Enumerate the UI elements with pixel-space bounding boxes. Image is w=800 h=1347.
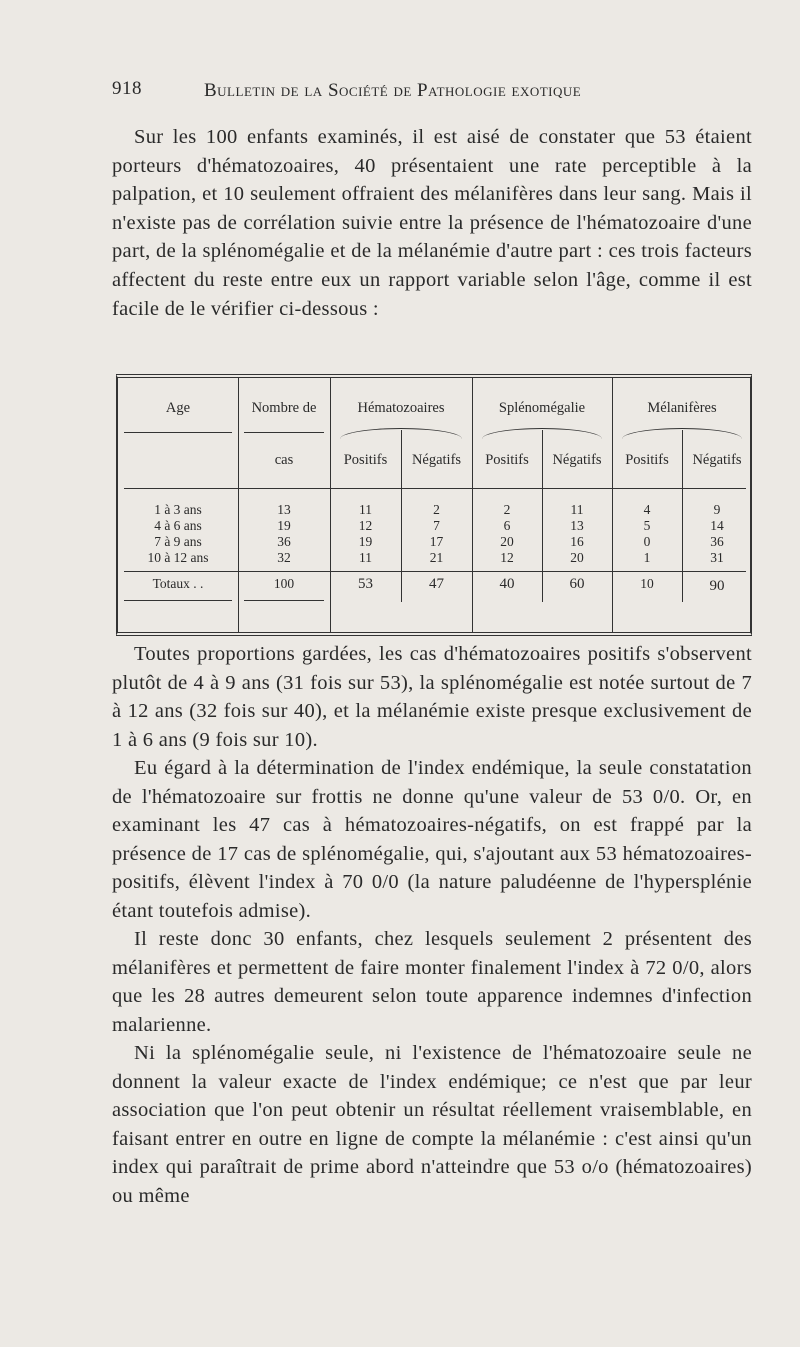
- row-m-pos: 1: [643, 550, 651, 565]
- row-age: 7 à 9 ans: [154, 534, 202, 549]
- journal-title: Bulletin de la Société de Pathologie exotique: [204, 80, 582, 101]
- header-s-negatifs: Négatifs: [552, 452, 602, 468]
- row-h-pos: 19: [358, 534, 373, 549]
- row-s-pos: 12: [500, 550, 514, 565]
- header-cas: cas: [274, 452, 294, 468]
- row-s-neg: 16: [570, 534, 584, 549]
- row-s-neg: 13: [570, 518, 584, 533]
- row-rule: [124, 432, 232, 433]
- row-cas: 32: [277, 550, 291, 565]
- row-m-neg: 36: [710, 534, 724, 549]
- totals-h-neg: 47: [429, 576, 444, 592]
- row-s-pos: 2: [503, 502, 511, 517]
- paragraph-index: Eu égard à la détermination de l'index endémique, la seule constatation de l'hématozoaire sur frottis ne donne qu'une valeur de 53 0/0. Or, en examinant les 47 cas à hématozoaires-négatifs, on est frappé par la présence de 17 cas de splénomégalie, qui, s'ajoutant aux 53 hématozoaires-positifs, élèvent l'index à 70 0/0 (la nature paludéenne de l'hypersplénie étant toutefois admise).: [112, 757, 752, 922]
- row-age: 10 à 12 ans: [147, 550, 209, 565]
- row-h-neg: 2: [433, 502, 440, 517]
- header-splenomegalie: Splénomégalie: [498, 400, 586, 416]
- row-m-neg: 9: [713, 502, 721, 517]
- row-rule: [244, 432, 324, 433]
- row-h-neg: 21: [429, 550, 444, 565]
- totals-label: Totaux . .: [152, 576, 204, 591]
- age-table: [116, 374, 752, 636]
- paragraph-conclusion: Ni la splénomégalie seule, ni l'existence de l'hématozoaire seule ne donnent la valeur exacte de l'index endémique; ce n'est que par leur association que l'on peut obtenir un résultat réellement vraisemblable, en faisant entrer en outre en ligne de compte la mélanémie : c'est ainsi qu'un index qui paraîtrait de prime abord n'atteindre que 53 o/o (hématozoaires) ou même: [112, 1042, 752, 1207]
- row-m-pos: 4: [643, 502, 651, 517]
- row-s-neg: 11: [570, 502, 584, 517]
- paragraph-proportions: Toutes proportions gardées, les cas d'hématozoaires positifs s'observent plutôt de 4 à 9 ans (31 fois sur 53), la splénomégalie est notée surtout de 7 à 12 ans (32 fois sur 40), et la mélanémie existe presque exclusivement de 1 à 6 ans (9 fois sur 10).: [112, 643, 752, 751]
- row-age: 1 à 3 ans: [154, 502, 202, 517]
- row-m-neg: 31: [710, 550, 724, 565]
- page-number: 918: [112, 78, 142, 99]
- totals-h-pos: 53: [358, 576, 373, 592]
- totals-m-neg: 90: [709, 578, 725, 594]
- totals-cas: 100: [273, 576, 295, 591]
- totals-s-neg: 60: [569, 576, 585, 592]
- intro-paragraph-block: [112, 123, 752, 323]
- row-h-pos: 12: [358, 518, 373, 533]
- header-m-negatifs: Négatifs: [692, 452, 742, 468]
- row-rule: [124, 571, 746, 572]
- header-h-negatifs: Négatifs: [411, 452, 462, 468]
- row-s-pos: 20: [500, 534, 514, 549]
- header-nombre: Nombre de: [251, 400, 317, 416]
- row-rule: [124, 600, 232, 601]
- row-cas: 13: [277, 502, 291, 517]
- row-s-neg: 20: [570, 550, 584, 565]
- row-rule: [244, 600, 324, 601]
- row-s-pos: 6: [503, 518, 511, 533]
- header-hematozoaires: Hématozoaires: [357, 400, 445, 416]
- paragraph-remaining: Il reste donc 30 enfants, chez lesquels seulement 2 présentent des mélanifères et permettent de faire monter finalement l'index à 72 0/0, alors que les 28 autres demeurent selon toute apparence indemnes d'infection malarienne.: [112, 928, 752, 1036]
- body-text: [112, 640, 752, 1210]
- intro-paragraph: Sur les 100 enfants examinés, il est aisé de constater que 53 étaient porteurs d'hématozoaires, 40 présentaient une rate perceptible à la palpation, et 10 seulement offraient des mélanifères dans leur sang. Mais il n'existe pas de corrélation suivie entre la présence de l'hématozoaire d'une part, de la splénomégalie et de la mélanémie d'autre part : ces trois facteurs affectent du reste entre eux un rapport variable selon l'âge, comme il est facile de le vérifier ci-dessous :: [112, 126, 752, 320]
- row-h-pos: 11: [359, 502, 372, 517]
- header-age: Age: [165, 400, 191, 416]
- header-s-positifs: Positifs: [485, 452, 529, 468]
- totals-s-pos: 40: [499, 576, 515, 592]
- row-rule: [124, 488, 746, 489]
- row-m-pos: 5: [643, 518, 651, 533]
- row-m-neg: 14: [710, 518, 724, 533]
- header-h-positifs: Positifs: [343, 452, 388, 468]
- row-h-neg: 7: [433, 518, 440, 533]
- totals-m-pos: 10: [640, 576, 654, 591]
- row-cas: 19: [277, 518, 291, 533]
- row-h-neg: 17: [429, 534, 444, 549]
- header-melaniferes: Mélanifères: [647, 400, 717, 416]
- header-m-positifs: Positifs: [625, 452, 669, 468]
- row-age: 4 à 6 ans: [154, 518, 202, 533]
- row-m-pos: 0: [643, 534, 651, 549]
- row-cas: 36: [277, 534, 291, 549]
- row-h-pos: 11: [359, 550, 372, 565]
